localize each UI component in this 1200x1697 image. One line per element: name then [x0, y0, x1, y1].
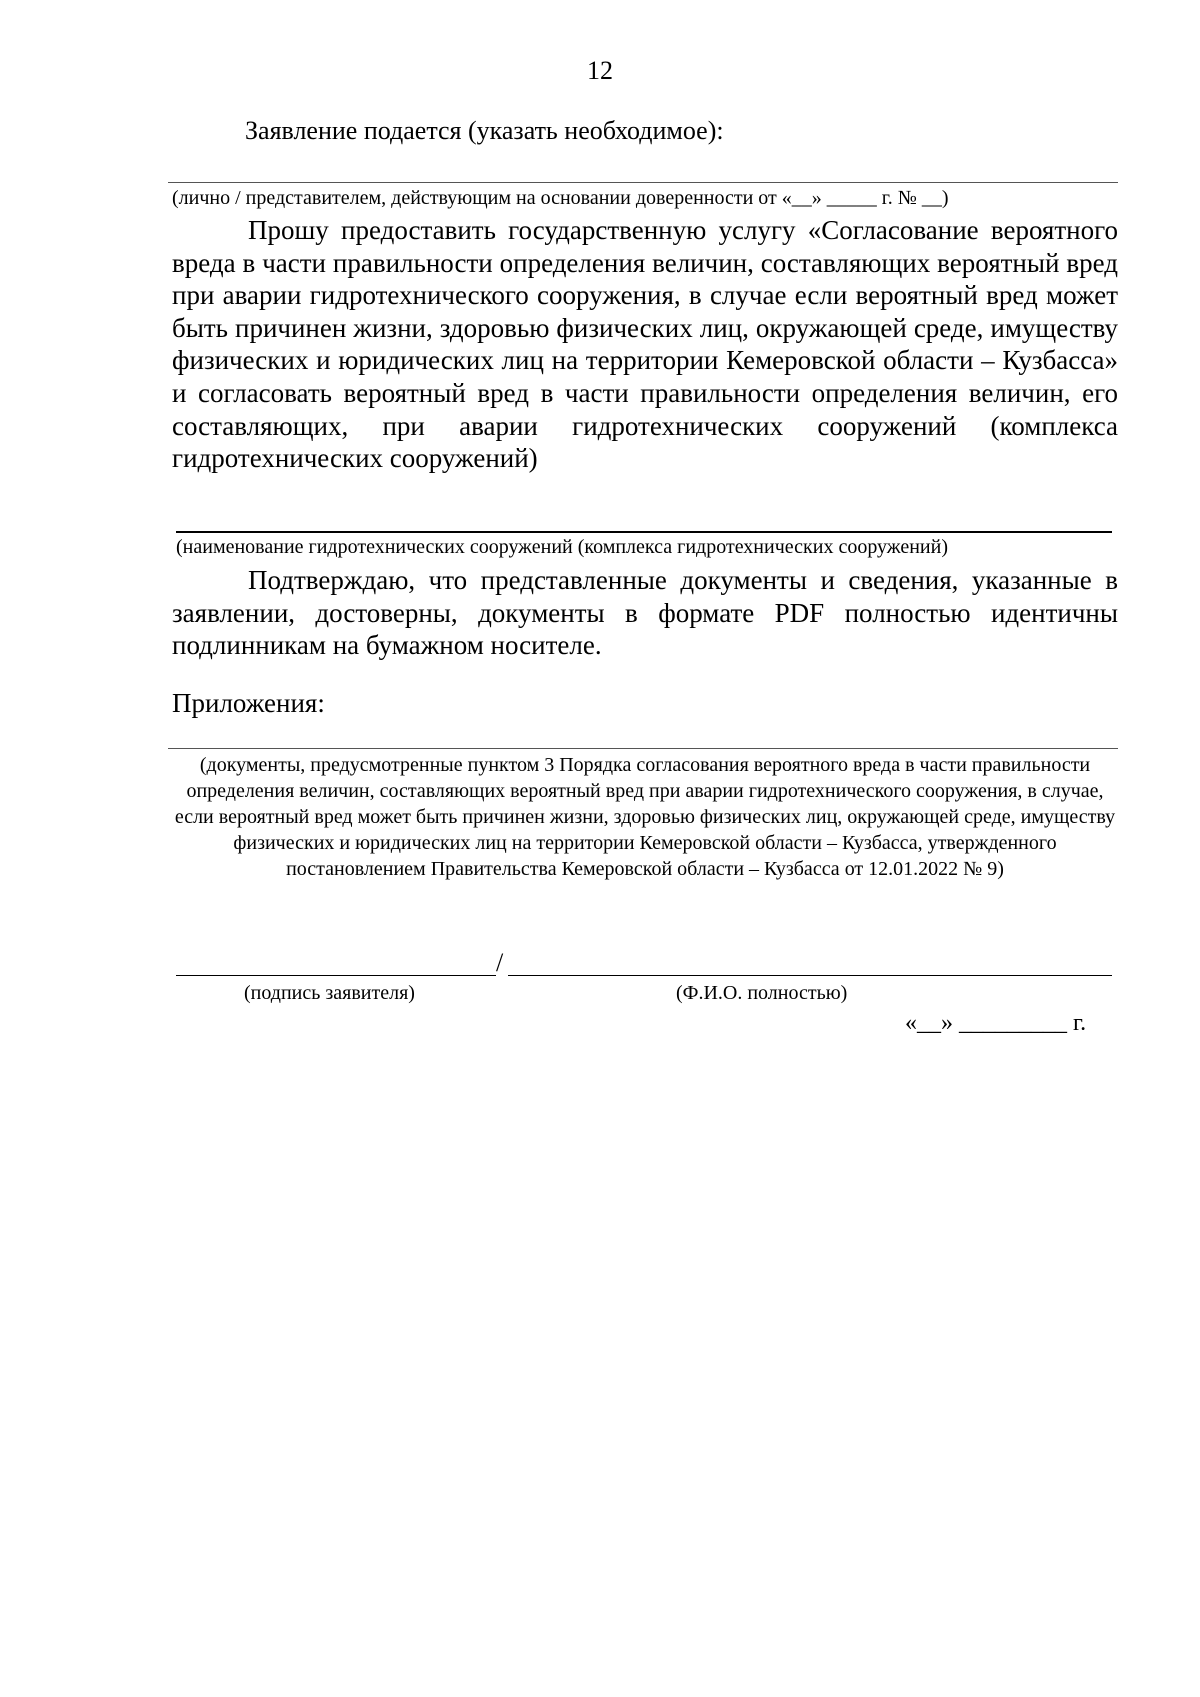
- appendices-caption: (документы, предусмотренные пунктом 3 Порядка согласования вероятного вреда в части правильности определения величин, составляющих вероятный вред при аварии гидротехнического сооружения, в случае, если вероятный вред может быть причинен жизни, здоровью физических лиц, окружающей среде, имуществу физических и юридических лиц на территории Кемеровской области – Кузбасса, утвержденного постановлением Правительства Кемеровской области – Кузбасса от 12.01.2022 № 9): [174, 754, 1116, 880]
- signature-separator: /: [496, 948, 504, 977]
- submission-method-fill-line: [168, 182, 1118, 183]
- appendices-fill-line: [168, 748, 1118, 749]
- signature-line: [176, 975, 496, 976]
- appendices-heading: Приложения:: [172, 688, 325, 718]
- request-paragraph: Прошу предоставить государственную услугу «Согласование вероятного вреда в части правильности определения величин, составляющих вероятный вред при аварии гидротехнического сооружения, в случае если вероятный вред может быть причинен жизни, здоровью физических лиц, окружающей среде, имуществу физических и юридических лиц на территории Кемеровской области – Кузбасса» и согласовать вероятный вред в части правильности определения величин, его составляющих, при аварии гидротехнических сооружений (комплекса гидротехнических сооружений): [172, 215, 1118, 474]
- full-name-caption: (Ф.И.О. полностью): [676, 982, 848, 1004]
- full-name-line: [508, 975, 1112, 976]
- structure-name-fill-line: [176, 531, 1112, 533]
- date-line: «__» _________ г.: [905, 1010, 1087, 1036]
- submission-method-caption: (лично / представителем, действующим на основании доверенности от «__» _____ г. № __): [172, 187, 949, 209]
- page-number: 12: [587, 56, 613, 85]
- confirmation-paragraph: Подтверждаю, что представленные документы и сведения, указанные в заявлении, достоверны, документы в формате PDF полностью идентичны подлинникам на бумажном носителе.: [172, 565, 1118, 661]
- signature-caption: (подпись заявителя): [244, 982, 415, 1004]
- structure-name-caption: (наименование гидротехнических сооружений (комплекса гидротехнических сооружений): [176, 536, 948, 558]
- submission-method-label: Заявление подается (указать необходимое):: [245, 116, 724, 145]
